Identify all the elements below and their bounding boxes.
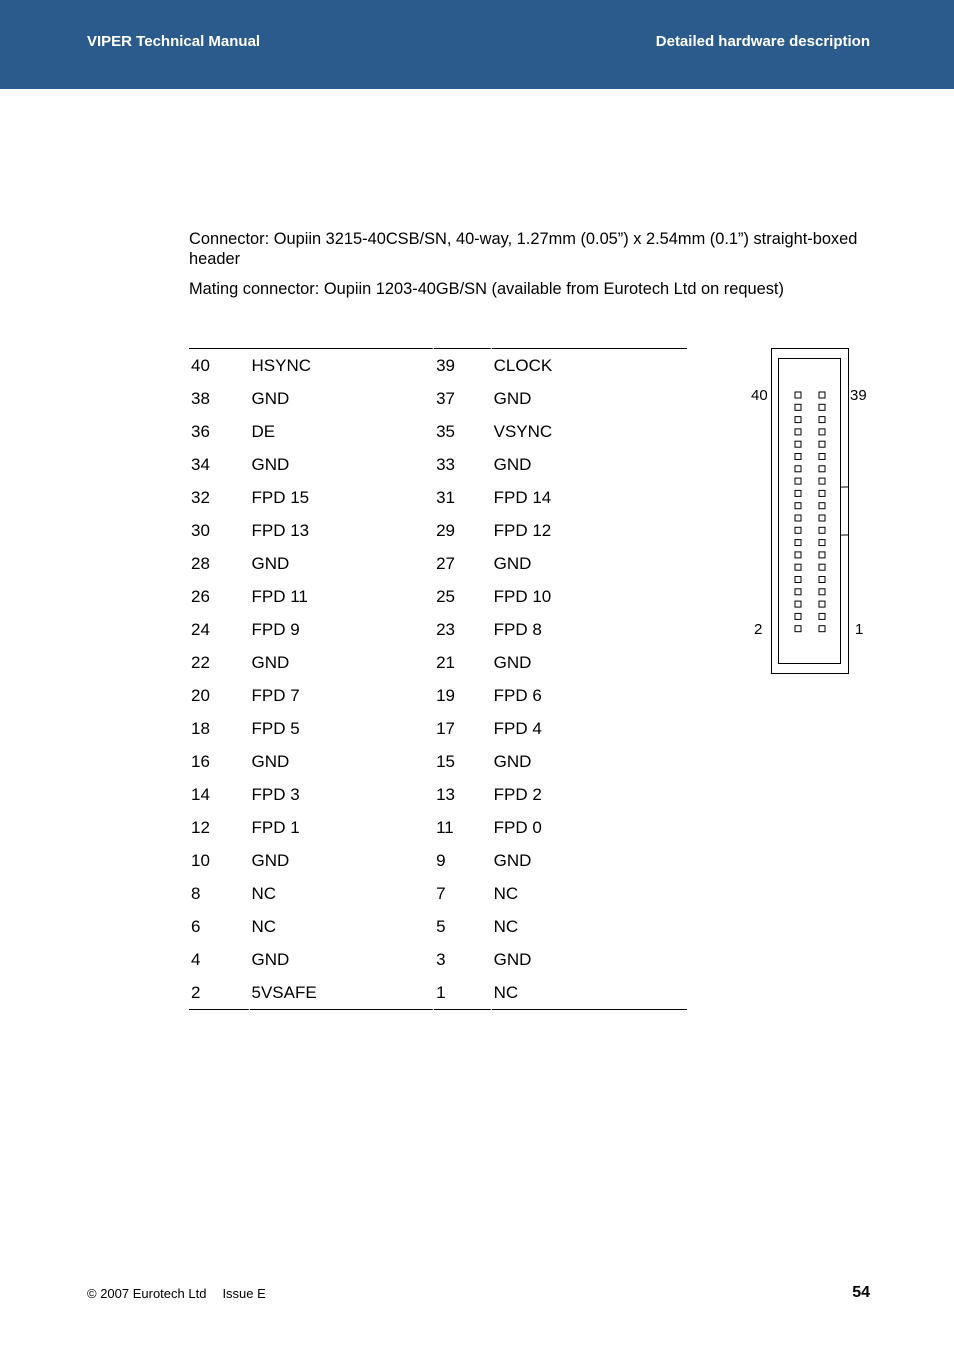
pin-square — [795, 601, 801, 607]
pin-square — [819, 417, 825, 423]
signal-name: NC — [493, 916, 519, 936]
signal-name: NC — [250, 910, 435, 943]
signal-name: VSYNC — [493, 421, 553, 441]
connector-label-39: 39 — [850, 387, 867, 404]
signal-name: GND — [250, 646, 435, 679]
table-row — [189, 745, 687, 778]
table-row — [189, 481, 687, 514]
connector-diagram — [740, 340, 880, 680]
pin-square — [819, 577, 825, 583]
signal-name: FPD 0 — [493, 817, 542, 837]
manual-title: VIPER Technical Manual — [87, 33, 261, 50]
table-row — [189, 646, 687, 679]
table-row — [189, 778, 687, 811]
pin-number: 39 — [434, 348, 492, 382]
table-row — [189, 976, 687, 1010]
pin-number: 14 — [191, 784, 210, 804]
table-row — [189, 382, 687, 415]
pin-number: 23 — [434, 613, 492, 646]
connector-inner-wall — [779, 359, 841, 664]
pin-square — [819, 613, 825, 619]
signal-name: GND — [250, 547, 435, 580]
pin-number: 27 — [434, 547, 492, 580]
connector-outer-shell — [772, 349, 849, 674]
signal-name: FPD 2 — [493, 784, 542, 804]
pin-number: 20 — [191, 685, 210, 705]
signal-name: GND — [250, 448, 435, 481]
pin-number: 8 — [191, 883, 201, 903]
signal-name: FPD 11 — [250, 580, 435, 613]
signal-name: FPD 12 — [493, 520, 552, 540]
table-row — [189, 811, 687, 844]
signal-name: GND — [493, 388, 532, 408]
signal-name: FPD 5 — [250, 712, 435, 745]
signal-name: NC — [250, 877, 435, 910]
pin-square — [819, 490, 825, 496]
table-row — [189, 613, 687, 646]
table-row — [189, 712, 687, 745]
signal-name: GND — [250, 943, 435, 976]
signal-name: FPD 14 — [493, 487, 552, 507]
signal-name: HSYNC — [250, 348, 435, 382]
table-row — [189, 514, 687, 547]
signal-name: FPD 3 — [250, 778, 435, 811]
pin-square — [795, 392, 801, 398]
section-title: Detailed hardware description — [655, 33, 870, 50]
signal-name: CLOCK — [492, 348, 687, 382]
pin-number: 9 — [434, 844, 492, 877]
pin-square — [795, 454, 801, 460]
pin-number: 5 — [434, 910, 492, 943]
signal-name: GND — [250, 844, 435, 877]
pin-square — [795, 540, 801, 546]
pin-square — [819, 466, 825, 472]
pin-number: 21 — [434, 646, 492, 679]
signal-name: GND — [493, 949, 532, 969]
table-row — [189, 679, 687, 712]
table-row — [189, 910, 687, 943]
pin-square — [795, 527, 801, 533]
table-row — [189, 943, 687, 976]
signal-name: GND — [493, 454, 532, 474]
signal-name: GND — [493, 850, 532, 870]
pin-square — [795, 490, 801, 496]
connector-label-1: 1 — [855, 621, 864, 638]
pin-square — [795, 552, 801, 558]
pin-number: 22 — [191, 652, 210, 672]
pin-square — [795, 515, 801, 521]
pin-square — [795, 441, 801, 447]
pin-number: 19 — [434, 679, 492, 712]
signal-name: FPD 9 — [250, 613, 435, 646]
table-row — [189, 844, 687, 877]
signal-name: GND — [493, 553, 532, 573]
pinout-table — [189, 348, 687, 1010]
pin-number: 24 — [191, 619, 210, 639]
pin-number: 26 — [191, 586, 210, 606]
pin-number: 28 — [191, 553, 210, 573]
pin-number: 2 — [189, 976, 250, 1010]
pin-number: 36 — [191, 421, 210, 441]
table-row — [189, 547, 687, 580]
pin-square — [819, 540, 825, 546]
pin-number: 38 — [191, 388, 210, 408]
pin-number: 16 — [191, 751, 210, 771]
signal-name: GND — [493, 751, 532, 771]
pin-square — [819, 404, 825, 410]
signal-name: FPD 6 — [493, 685, 542, 705]
pin-number: 33 — [434, 448, 492, 481]
pin-number: 29 — [434, 514, 492, 547]
table-row — [189, 415, 687, 448]
pin-square — [819, 527, 825, 533]
issue-label: Issue E — [222, 1286, 266, 1301]
pin-square — [819, 441, 825, 447]
pin-square — [795, 564, 801, 570]
pin-square — [795, 503, 801, 509]
pin-square — [795, 478, 801, 484]
page-header — [0, 0, 954, 89]
pin-number: 6 — [191, 916, 201, 936]
pin-square — [795, 577, 801, 583]
table-row — [189, 348, 687, 382]
pin-number: 18 — [191, 718, 210, 738]
pin-square — [819, 601, 825, 607]
pin-number: 40 — [189, 348, 250, 382]
pin-number: 17 — [434, 712, 492, 745]
copyright: © 2007 Eurotech Ltd — [87, 1286, 207, 1301]
signal-name: GND — [250, 745, 435, 778]
pin-square — [819, 564, 825, 570]
pin-number: 11 — [434, 811, 492, 844]
pin-number: 37 — [434, 382, 492, 415]
signal-name: GND — [493, 652, 532, 672]
page-number: 54 — [852, 1284, 870, 1301]
pin-square — [819, 626, 825, 632]
signal-name: FPD 7 — [250, 679, 435, 712]
connector-description — [189, 229, 869, 309]
pin-square — [819, 503, 825, 509]
mating-connector-text: Mating connector: Oupiin 1203-40GB/SN (available from Eurotech Ltd on request) — [189, 280, 784, 298]
signal-name: GND — [250, 382, 435, 415]
pin-square — [795, 626, 801, 632]
pin-square — [819, 392, 825, 398]
pin-number: 1 — [434, 976, 492, 1010]
signal-name: FPD 8 — [493, 619, 542, 639]
signal-name: FPD 1 — [250, 811, 435, 844]
pin-square — [819, 429, 825, 435]
pin-square — [819, 454, 825, 460]
pin-number: 15 — [434, 745, 492, 778]
pin-number: 3 — [434, 943, 492, 976]
pin-square — [795, 613, 801, 619]
signal-name: FPD 13 — [250, 514, 435, 547]
pin-square — [819, 552, 825, 558]
signal-name: FPD 4 — [493, 718, 542, 738]
signal-name: NC — [492, 976, 687, 1010]
table-row — [189, 580, 687, 613]
pin-number: 25 — [434, 580, 492, 613]
pin-square — [819, 478, 825, 484]
pin-square — [819, 515, 825, 521]
connector-label-40: 40 — [751, 387, 768, 404]
pin-number: 12 — [191, 817, 210, 837]
connector-label-2: 2 — [754, 621, 763, 638]
pin-square — [819, 589, 825, 595]
table-row — [189, 877, 687, 910]
pin-square — [795, 404, 801, 410]
pin-number: 35 — [434, 415, 492, 448]
pin-number: 10 — [191, 850, 210, 870]
pin-number: 32 — [191, 487, 210, 507]
pin-number: 7 — [434, 877, 492, 910]
signal-name: NC — [493, 883, 519, 903]
pin-number: 30 — [191, 520, 210, 540]
pin-square — [795, 589, 801, 595]
table-row — [189, 448, 687, 481]
signal-name: 5VSAFE — [250, 976, 435, 1010]
signal-name: FPD 15 — [250, 481, 435, 514]
pin-number: 34 — [191, 454, 210, 474]
pin-square — [795, 466, 801, 472]
pin-number: 13 — [434, 778, 492, 811]
pin-number: 4 — [191, 949, 201, 969]
pin-square — [795, 429, 801, 435]
pin-number: 31 — [434, 481, 492, 514]
pin-square — [795, 417, 801, 423]
connector-text: Connector: Oupiin 3215-40CSB/SN, 40-way, 1.27mm (0.05”) x 2.54mm (0.1”) straight-boxed header — [189, 230, 858, 268]
signal-name: DE — [250, 415, 435, 448]
signal-name: FPD 10 — [493, 586, 552, 606]
page-footer — [87, 1286, 266, 1301]
